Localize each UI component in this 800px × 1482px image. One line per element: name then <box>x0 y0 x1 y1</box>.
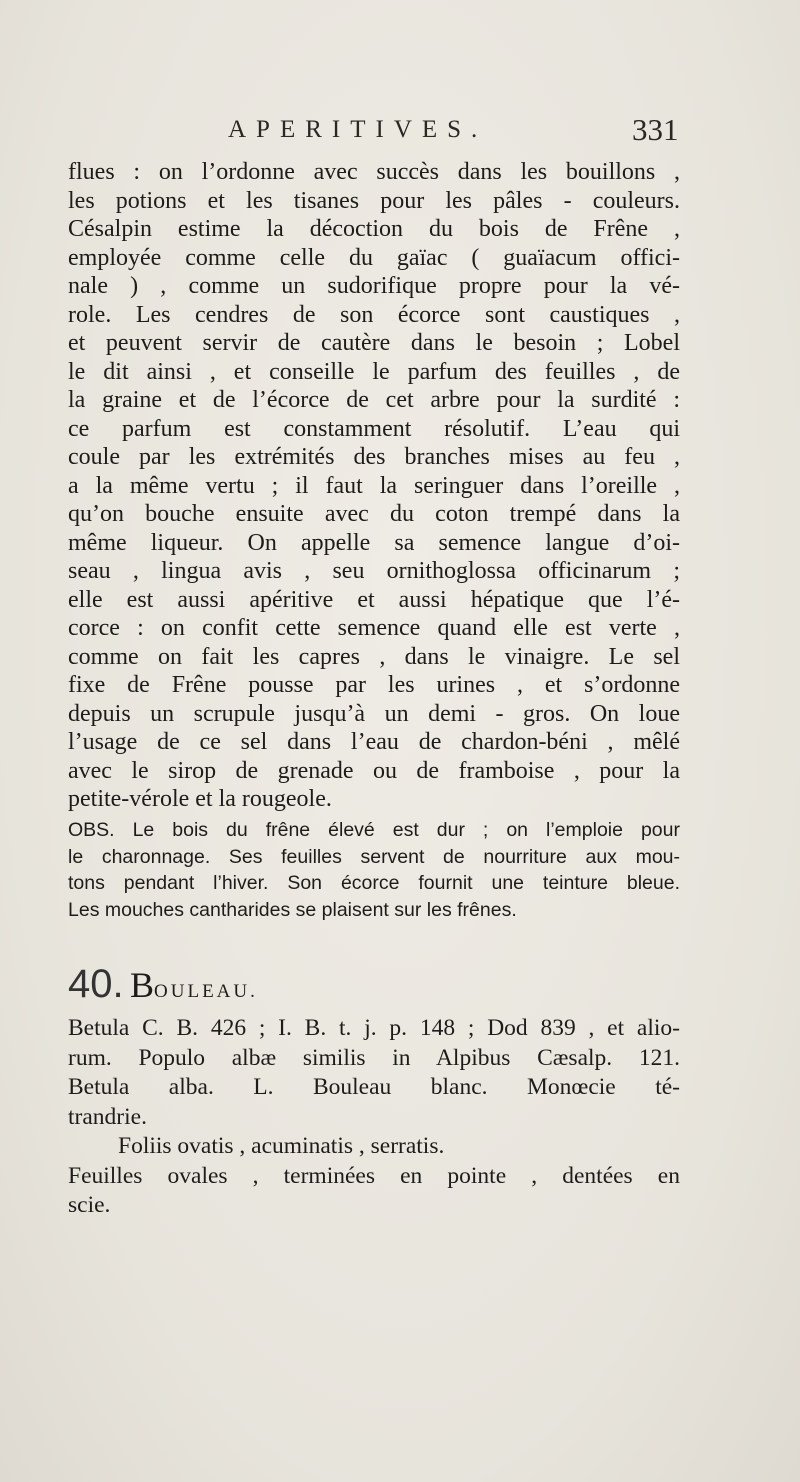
text-line: le dit ainsi , et conseille le parfum des feuilles , de <box>68 358 680 385</box>
text-line: rum. Populo albæ similis in Alpibus Cæsalp. 121. <box>68 1044 680 1071</box>
text-line: OBS. Le bois du frêne élevé est dur ; on l’emploie pour <box>68 819 680 841</box>
entry-name-initial: B <box>130 965 155 1005</box>
text-line: Betula alba. L. Bouleau blanc. Monœcie té- <box>68 1074 680 1100</box>
text-line: coule par les extrémités des branches mises au feu , <box>68 444 680 470</box>
running-title: APERITIVES. <box>228 116 488 143</box>
text-line: fixe de Frêne pousse par les urines , et s’ordonne <box>68 672 680 698</box>
text-line: corce : on confit cette semence quand elle est verte , <box>68 615 680 641</box>
page-number: 331 <box>632 112 679 147</box>
text-line: la graine et de l’écorce de cet arbre pour la surdité : <box>68 387 680 413</box>
text-line: role. Les cendres de son écorce sont caustiques , <box>68 301 680 328</box>
text-line: Les mouches cantharides se plaisent sur les frênes. <box>68 898 517 921</box>
text-line: scie. <box>68 1192 111 1218</box>
text-line: Feuilles ovales , terminées en pointe , dentées en <box>68 1162 680 1189</box>
text-line: nale ) , comme un sudorifique propre pour la vé- <box>68 273 680 299</box>
text-line: l’usage de ce sel dans l’eau de chardon-béni , mêlé <box>68 729 680 755</box>
text-line: et peuvent servir de cautère dans le besoin ; Lobel <box>68 330 680 356</box>
entry-text <box>68 1014 680 1221</box>
text-line: tons pendant l’hiver. Son écorce fournit une teinture bleue. <box>68 872 680 894</box>
text-line: flues : on l’ordonne avec succès dans les bouillons , <box>68 159 680 185</box>
entry-name <box>130 964 258 1006</box>
observation-note <box>68 817 680 923</box>
text-line: Césalpin estime la décoction du bois de Frêne , <box>68 216 680 242</box>
text-line: a la même vertu ; il faut la seringuer dans l’oreille , <box>68 472 680 499</box>
text-line: comme on fait les capres , dans le vinaigre. Le sel <box>68 643 680 670</box>
text-line: depuis un scrupule jusqu’à un demi - gros. On loue <box>68 700 680 727</box>
text-line: Foliis ovatis , acuminatis , serratis. <box>118 1133 445 1159</box>
main-text <box>68 158 680 814</box>
entry-bouleau <box>68 962 680 1221</box>
text-line: le charonnage. Ses feuilles servent de nourriture aux mou- <box>68 845 680 868</box>
entry-heading <box>68 962 680 1014</box>
text-line: qu’on bouche ensuite avec du coton trempé dans la <box>68 501 680 527</box>
text-line: ce parfum est constamment résolutif. L’eau qui <box>68 415 680 442</box>
entry-name-rest: OULEAU. <box>154 981 258 1002</box>
text-line: même liqueur. On appelle sa semence langue d’oi- <box>68 529 680 556</box>
text-line: employée comme celle du gaïac ( guaïacum offici- <box>68 244 680 271</box>
text-line: trandrie. <box>68 1103 147 1130</box>
text-line: seau , lingua avis , seu ornithoglossa officinarum ; <box>68 558 680 584</box>
entry-number: 40. <box>68 962 124 1006</box>
text-line: les potions et les tisanes pour les pâles - couleurs. <box>68 187 680 214</box>
page-header <box>0 112 800 152</box>
text-line: elle est aussi apéritive et aussi hépatique que l’é- <box>68 586 680 613</box>
text-line: petite-vérole et la rougeole. <box>68 786 332 812</box>
text-line: Betula C. B. 426 ; I. B. t. j. p. 148 ; Dod 839 , et alio- <box>68 1015 680 1041</box>
text-line: avec le sirop de grenade ou de framboise , pour la <box>68 757 680 784</box>
